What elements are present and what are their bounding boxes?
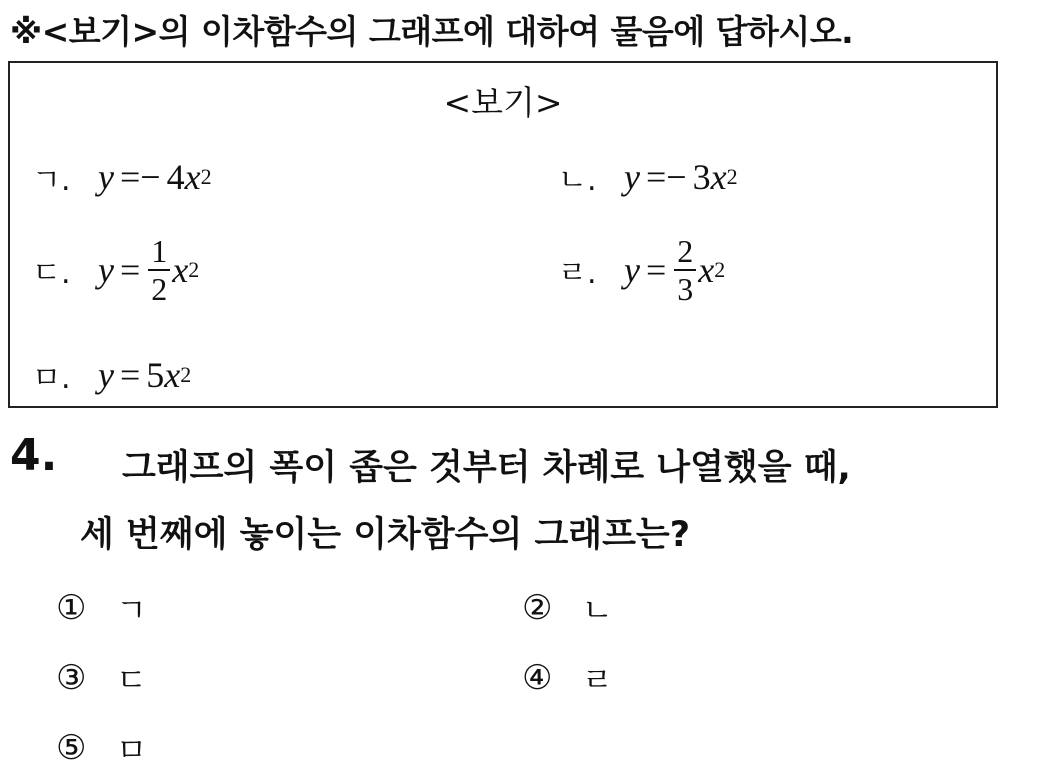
option-mark: ㅁ.: [32, 361, 71, 396]
example-box: [8, 61, 998, 408]
option-mieum: [32, 353, 191, 397]
eq-var: x: [698, 250, 715, 290]
equation: y = $\frac{1}{2}$ x 2: [98, 233, 200, 307]
eq-coef: 5: [146, 355, 165, 395]
choice-4[interactable]: [522, 655, 613, 701]
choice-label: ㅁ: [116, 731, 147, 769]
eq-var: x: [164, 355, 181, 395]
eq-var: x: [184, 157, 201, 197]
eq-lhs: y: [98, 355, 114, 395]
eq-equals: =: [119, 157, 141, 197]
choice-label: ㄷ: [116, 661, 147, 699]
choice-label: ㄴ: [582, 591, 613, 629]
eq-var: x: [172, 250, 189, 290]
eq-sign: −: [140, 157, 161, 197]
eq-lhs: y: [98, 250, 114, 290]
choice-number: ⑤: [56, 728, 87, 768]
choice-number: ③: [56, 658, 87, 698]
question-number: 4.: [10, 430, 58, 481]
eq-var: x: [710, 157, 727, 197]
eq-coef: 4: [166, 157, 185, 197]
eq-lhs: y: [624, 250, 640, 290]
eq-equals: =: [645, 157, 667, 197]
eq-fraction: [148, 235, 170, 305]
example-box-title: <보기>: [443, 83, 563, 122]
option-mark: ㄴ.: [558, 163, 597, 198]
equation: y = 5 x 2: [98, 355, 192, 395]
equation: y = $\frac{2}{3}$ x 2: [624, 233, 726, 307]
option-rieul: [558, 235, 725, 305]
eq-lhs: y: [98, 157, 114, 197]
choice-number: ④: [522, 658, 553, 698]
choice-number: ①: [56, 588, 87, 628]
option-mark: ㄹ.: [558, 256, 597, 291]
choice-5[interactable]: [56, 725, 147, 771]
eq-equals: =: [119, 355, 141, 395]
eq-fraction: [674, 235, 696, 305]
question-text-line2: 세 번째에 놓이는 이차함수의 그래프는?: [80, 515, 691, 555]
question-text-line1: 그래프의 폭이 좁은 것부터 차례로 나열했을 때,: [122, 448, 851, 488]
option-digeut: [32, 235, 199, 305]
eq-equals: =: [119, 250, 141, 290]
instruction-text: ※<보기>의 이차함수의 그래프에 대하여 물음에 답하시오.: [10, 12, 854, 51]
fraction-numerator: 1: [148, 235, 170, 271]
equation: y = − 4 x 2: [98, 157, 212, 197]
eq-equals: =: [645, 250, 667, 290]
choice-label: ㄱ: [116, 591, 147, 629]
choice-label: ㄹ: [582, 661, 613, 699]
option-giyeok: [32, 155, 212, 199]
choice-number: ②: [522, 588, 553, 628]
choice-3[interactable]: [56, 655, 147, 701]
fraction-numerator: 2: [674, 235, 696, 271]
choice-1[interactable]: [56, 585, 147, 631]
eq-coef: 3: [692, 157, 711, 197]
eq-sign: −: [666, 157, 687, 197]
option-mark: ㄷ.: [32, 256, 71, 291]
fraction-denominator: 3: [677, 271, 694, 307]
eq-lhs: y: [624, 157, 640, 197]
equation: y = − 3 x 2: [624, 157, 738, 197]
option-mark: ㄱ.: [32, 163, 71, 198]
fraction-denominator: 2: [151, 271, 168, 307]
option-nieun: [558, 155, 738, 199]
choice-2[interactable]: [522, 585, 613, 631]
